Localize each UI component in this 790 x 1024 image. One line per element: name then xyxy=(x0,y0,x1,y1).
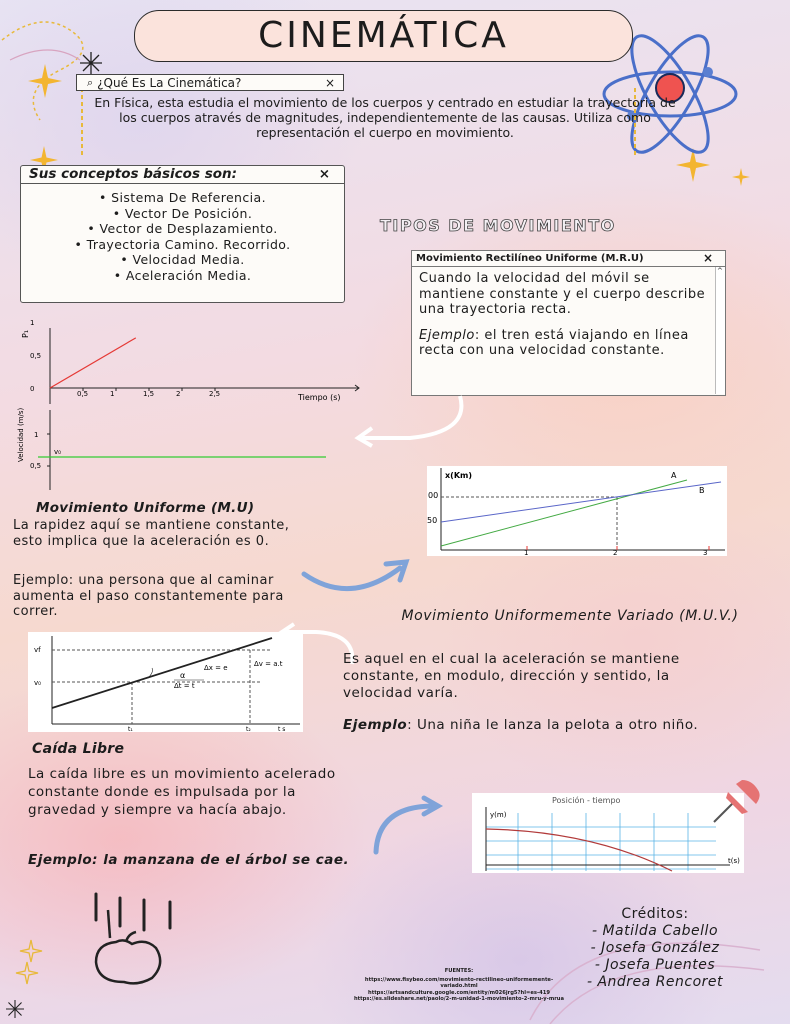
chart3-series-b xyxy=(441,482,721,522)
search-icon: ⌕ xyxy=(87,75,94,89)
chart1-series-line xyxy=(50,338,136,388)
chart3-xtick: 2 xyxy=(613,549,618,557)
mru-window xyxy=(411,250,726,396)
list-item: • Trayectoria Camino. Recorrido. xyxy=(74,236,291,252)
chart4-series-line xyxy=(52,638,272,708)
list-item: • Vector de Desplazamiento. xyxy=(87,221,278,237)
chart1-ytick: 0 xyxy=(30,385,35,393)
chart5-ylabel: y(m) xyxy=(490,811,507,819)
credit-name: - Matilda Cabello xyxy=(591,923,719,939)
chart4-ytick: vf xyxy=(34,646,41,654)
credit-name: - Josefa González xyxy=(590,940,720,956)
chart2-ytick: 1 xyxy=(34,431,39,439)
chart3-xtick: 1 xyxy=(524,549,529,557)
concepts-title: Sus conceptos básicos son: xyxy=(29,166,238,182)
chart3-series-label-b: B xyxy=(699,486,705,495)
curved-arrow-icon xyxy=(300,554,420,600)
mru-text: Cuando la velocidad del móvil se mantiene constante y el cuerpo describe una trayectoria recta. xyxy=(419,271,706,317)
title-banner xyxy=(134,10,633,62)
chart1-ytick: 0,5 xyxy=(30,352,42,360)
source-link[interactable]: https://es.slideshare.net/paolo/2-m-unidad-1-movimiento-2-mru-y-mrua xyxy=(353,995,564,1002)
chevron-up-icon[interactable]: ^ xyxy=(717,267,723,275)
page-title: CINEMÁTICA xyxy=(258,15,509,56)
scrollbar[interactable] xyxy=(715,267,725,394)
chart3-xtick: 3 xyxy=(703,549,708,557)
chart1-xtick: 1 xyxy=(110,390,115,398)
muv-example-label: Ejemplo xyxy=(343,717,408,733)
falling-apple-icon xyxy=(86,892,196,992)
chart1-xtick: 0,5 xyxy=(77,390,89,398)
mru-example xyxy=(419,328,711,359)
sources-title: FUENTES: xyxy=(444,968,474,974)
sources-block xyxy=(352,968,566,1002)
chart4-annotation: Δx = e xyxy=(204,664,228,672)
sparkle-icon xyxy=(676,148,710,182)
chart4-annotation: α xyxy=(180,671,186,680)
concepts-window xyxy=(20,165,345,303)
mru-example-label: Ejemplo xyxy=(419,327,475,343)
chart1-xtick: 2 xyxy=(176,390,181,398)
chart-muv xyxy=(28,632,303,732)
list-item: • Aceleración Media. xyxy=(113,267,252,283)
concepts-header xyxy=(21,166,344,184)
section-heading-tipos: TIPOS DE MOVIMIENTO xyxy=(380,216,616,235)
chart4-xtick: t₁ xyxy=(128,726,133,733)
mu-text: La rapidez aquí se mantiene constante, esto implica que la aceleración es 0. xyxy=(13,518,290,549)
sparkle-icon xyxy=(28,64,62,98)
mu-example: Ejemplo: una persona que al caminar aumenta el paso constantemente para correr. xyxy=(13,573,284,619)
chart1-xtick: 2,5 xyxy=(209,390,221,398)
mru-header xyxy=(412,251,725,267)
chart-card-x-km xyxy=(427,466,727,556)
caida-example: Ejemplo: la manzana de el árbol se cae. xyxy=(28,852,350,868)
chart4-xtick: t s xyxy=(278,726,286,733)
chart1-ticks xyxy=(30,319,220,398)
chart3-ytick: 00 xyxy=(428,491,439,500)
chart1-xtick: 1,5 xyxy=(143,390,155,398)
curved-arrow-icon xyxy=(368,796,444,856)
concepts-list xyxy=(21,190,344,284)
chart3-ylabel: x(Km) xyxy=(445,471,473,480)
mu-title: Movimiento Uniforme (M.U) xyxy=(36,500,255,516)
sparkle-icon xyxy=(732,168,750,186)
star-icon xyxy=(80,52,102,74)
close-icon[interactable]: × xyxy=(702,251,713,265)
list-item: • Sistema De Referencia. xyxy=(99,190,266,205)
caida-title: Caída Libre xyxy=(32,741,125,757)
source-link[interactable]: https://artsandculture.google.com/entity/m026jrg5?hl=es-419 xyxy=(368,989,550,996)
chart-x-km xyxy=(427,466,727,556)
credits-block xyxy=(560,906,750,991)
chart3-ytick: 50 xyxy=(427,516,438,525)
muv-text: Es aquel en el cual la aceleración se mantiene constante, en modulo, dirección y sentido, la velocidad varía. xyxy=(343,651,680,701)
intro-question: ¿Qué Es La Cinemática? xyxy=(97,75,242,90)
chart1-xlabel: Tiempo (s) xyxy=(298,393,341,402)
mru-example-text: : el tren está viajando en línea recta con una velocidad constante. xyxy=(419,327,689,358)
close-icon[interactable]: × xyxy=(318,166,330,182)
mru-body xyxy=(412,267,725,359)
chart3-series-label-a: A xyxy=(671,471,677,480)
credit-name: - Andrea Rencoret xyxy=(586,974,724,990)
chart-velocity-time xyxy=(14,407,334,494)
chart-position-time xyxy=(14,319,364,408)
curved-arrow-icon xyxy=(350,392,470,452)
star-icon xyxy=(6,1000,24,1018)
intro-window-bar xyxy=(76,74,344,91)
chart2-ylabel: Velocidad (m/s) xyxy=(17,407,25,462)
chart5-title: Posición - tiempo xyxy=(552,796,621,805)
credits-title: Créditos: xyxy=(621,906,689,922)
mru-title: Movimiento Rectilíneo Uniforme (M.R.U) xyxy=(416,253,644,264)
chart3-series-a xyxy=(441,480,687,546)
chart4-annotation: Δv = a.t xyxy=(254,660,283,668)
caida-text: La caída libre es un movimiento acelerado constante donde es impulsada por la gravedad y siempre va hacía abajo. xyxy=(28,766,336,818)
chart-posicion-tiempo xyxy=(472,793,744,873)
list-item: • Vector De Posición. xyxy=(112,205,253,221)
sparkle-icon xyxy=(16,962,38,984)
source-link[interactable]: https://www.fisybeo.com/movimiento-rectilineo-uniformemente-variado.html xyxy=(364,977,554,990)
muv-title: Movimiento Uniformemente Variado (M.U.V.) xyxy=(401,608,739,624)
chart2-ytick: 0,5 xyxy=(30,462,42,470)
chart-card-muv xyxy=(28,632,303,732)
list-item: • Velocidad Media. xyxy=(120,252,245,268)
credit-name: - Josefa Puentes xyxy=(594,957,716,973)
chart2-annotation-v0: v₀ xyxy=(54,448,61,456)
close-icon[interactable]: × xyxy=(324,75,335,90)
chart1-ytick: 1 xyxy=(30,319,35,327)
chart4-ytick: v₀ xyxy=(34,679,41,687)
chart1-ylabel: P₁ xyxy=(21,329,30,338)
muv-example xyxy=(343,717,743,734)
sparkle-icon xyxy=(20,940,42,962)
intro-paragraph: En Física, esta estudia el movimiento de los cuerpos y centrado en estudiar la trayectoria de los cuerpos através de magnitudes, independientemente de las causas. Utiliza como representación el cuerpo en movimiento. xyxy=(94,95,676,140)
chart-card-posicion-tiempo xyxy=(472,793,744,873)
chart4-xtick: t₂ xyxy=(246,726,251,733)
chart4-annotation: Δt = t xyxy=(174,682,195,690)
pushpin-icon xyxy=(712,776,764,824)
muv-example-text: : Una niña le lanza la pelota a otro niño. xyxy=(407,717,699,733)
chart5-xlabel: t(s) xyxy=(728,857,740,865)
